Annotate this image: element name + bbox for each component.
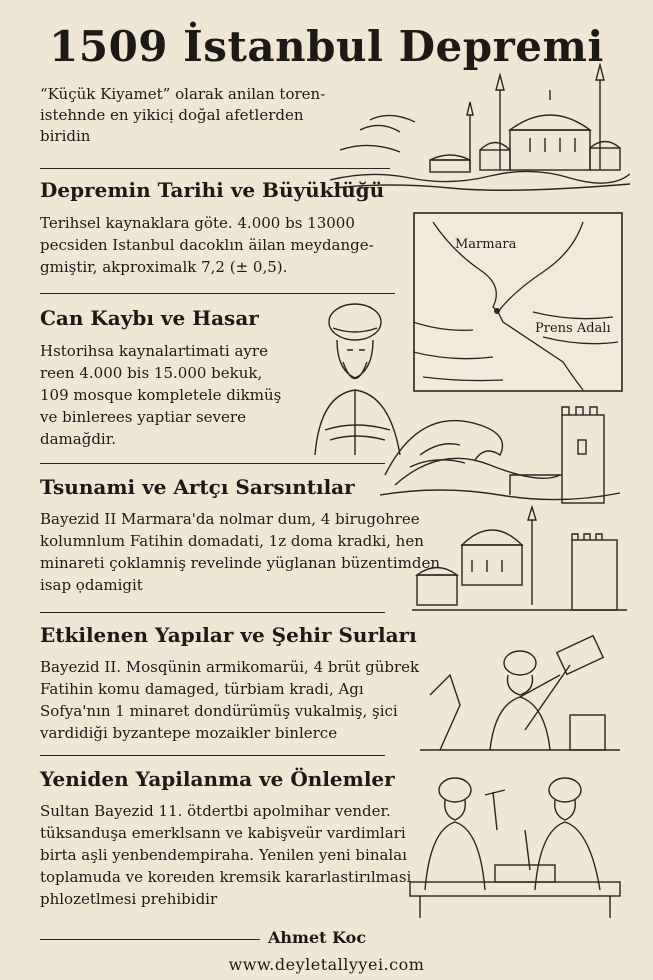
signature-line <box>40 939 260 940</box>
section-divider <box>40 755 385 756</box>
section-heading-date-magnitude: Depremin Tarihi ve Büyüklüğü <box>40 178 385 202</box>
section-text-casualties: Hstorihsa kaynalartimati ayre reen 4.000 bis 15.000 bekuk, 109 mosque kompletele dikmüş ve binlerees yaptiar severe damağdir. <box>40 342 282 448</box>
section-text-date-magnitude: Terihsel kaynaklara göte. 4.000 bs 13000 pecsiden Istanbul dacoklın äilan meydangegmiştir, akproximalk 7,2 (± 0,5). <box>40 214 374 276</box>
section-text-structures: Bayezid II. Mosqünin armikomarüi, 4 brüt gübrek Fatihin komu damaged, türbiam kradi, Agı Sofya'nın 1 minaret dondürümüş vukalmiş, şici vardidiği byzantepe mozaikler binlerce <box>40 658 420 742</box>
page-title: 1509 İstanbul Depremi <box>49 22 604 71</box>
section-divider <box>40 293 395 294</box>
website-url[interactable]: www.deyletallyyei.com <box>228 955 425 974</box>
stonemason-illustration <box>420 635 620 755</box>
section-divider <box>40 168 390 169</box>
author-name: Ahmet Koc <box>268 928 367 947</box>
section-text-reconstruction: Sultan Bayezid 11. ötdertbi apolmihar vender. tüksanduşa emerklsann ve kabişveür vardimlari birta aşli yenbendempiraha. Yenilen yeni binalaı toplamuda ve koreıden kremsik kararlastirılmasi phlozetlmesi prehibidir <box>40 802 412 908</box>
map-label-marmara: Marmara <box>455 237 517 252</box>
section-text-tsunami: Bayezid II Marmara'da nolmar dum, 4 birugohree kolumnlum Fatihin domadati, 1z doma kradki, hen minareti çoklamniş revelinde yüglanan büzentimden isap ọdamigit <box>40 510 440 594</box>
section-heading-tsunami: Tsunami ve Artçı Sarsıntılar <box>40 475 355 499</box>
section-divider <box>40 463 385 464</box>
builders-illustration <box>405 770 625 920</box>
section-heading-structures: Etkilenen Yapılar ve Şehir Surları <box>40 623 417 647</box>
city-walls-illustration <box>412 505 627 615</box>
intro-text: “Küçük Kiyamet” olarak anilan torenistehnde en yikicị doğal afetlerden biridin <box>40 85 326 145</box>
section-heading-casualties: Can Kaybı ve Hasar <box>40 306 259 330</box>
author-signature <box>40 928 610 948</box>
marmara-map <box>413 212 623 392</box>
tsunami-wave-illustration <box>380 395 625 505</box>
section-divider <box>40 612 385 613</box>
section-heading-reconstruction: Yeniden Yapilanma ve Önlemler <box>40 767 395 791</box>
map-label-islands: Prens Adalı <box>535 321 611 336</box>
